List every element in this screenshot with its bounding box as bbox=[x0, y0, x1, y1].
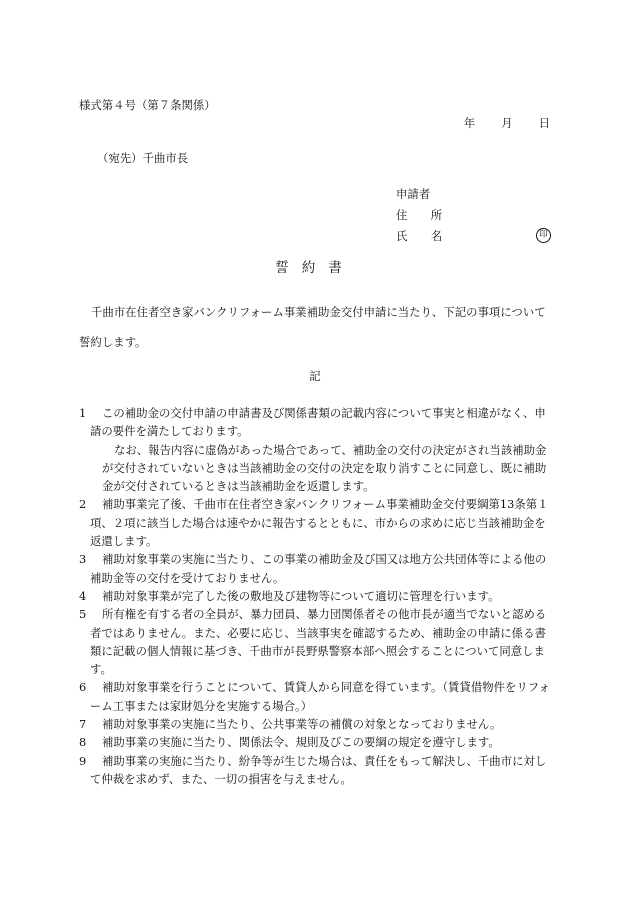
date-year-label: 年 bbox=[463, 116, 476, 130]
applicant-label: 申請者 bbox=[396, 187, 431, 201]
form-number: 様式第４号（第７条関係） bbox=[79, 98, 216, 112]
item-number: 4 bbox=[79, 588, 87, 603]
list-item bbox=[79, 495, 551, 550]
addressee: （宛先）千曲市長 bbox=[97, 151, 189, 165]
item-text: 補助事業完了後、千曲市在住者空き家バンクリフォーム事業補助金交付要綱第13条第１項、２項に該当した場合は速やかに報告するとともに、市からの求めに応じ当該補助金を返還します。 bbox=[90, 497, 549, 549]
document-title: 誓約書 bbox=[275, 260, 355, 276]
ki-heading: 記 bbox=[309, 369, 321, 383]
list-item bbox=[79, 605, 551, 678]
item-number: 1 bbox=[79, 406, 87, 420]
list-item bbox=[79, 733, 551, 751]
pledge-list bbox=[79, 404, 551, 788]
item-text: 補助対象事業の実施に当たり、公共事業等の補償の対象となっておりません。 bbox=[102, 717, 502, 732]
item-number: 5 bbox=[79, 607, 87, 622]
seal-mark-icon: 印 bbox=[536, 228, 551, 243]
item-text: 補助対象事業の実施に当たり、この事業の補助金及び国又は地方公共団体等による他の補助金等の交付を受けておりません。 bbox=[90, 552, 547, 585]
item-number: 6 bbox=[79, 680, 87, 695]
item-text: 所有権を有する者の全員が、暴力団員、暴力団関係者その他市長が適当でないと認める者ではありません。また、必要に応じ、当該事実を確認するため、補助金の申請に係る書類に記載の個人情報に基づき、千曲市が長野県警察本部へ照会することについて同意します。 bbox=[90, 607, 547, 677]
list-item bbox=[79, 587, 551, 605]
list-item bbox=[79, 752, 551, 789]
item-text: 補助対象事業が完了した後の敷地及び建物等について適切に管理を行います。 bbox=[102, 588, 500, 603]
item-text: この補助金の交付申請の申請書及び関係書類の記載内容について事実と相違がなく、申請の要件を満たしております。 bbox=[90, 406, 546, 439]
list-item bbox=[79, 550, 551, 587]
item-number: 3 bbox=[79, 552, 87, 567]
item-number: 2 bbox=[79, 497, 87, 512]
item-text: 補助事業の実施に当たり、紛争等が生じた場合は、責任をもって解決し、千曲市に対して仲裁を求めず、また、一切の損害を与えません。 bbox=[90, 753, 547, 786]
intro-paragraph: 千曲市在住者空き家バンクリフォーム事業補助金交付申請に当たり、下記の事項について誓約します。 bbox=[79, 305, 546, 349]
item-number: 9 bbox=[79, 753, 87, 768]
item-text: 補助事業の実施に当たり、関係法令、規則及びこの要綱の規定を遵守します。 bbox=[102, 735, 500, 750]
list-item bbox=[79, 715, 551, 733]
address-label: 住 所 bbox=[396, 208, 449, 222]
item-note: なお、報告内容に虚偽があった場合であって、補助金の交付の決定がされ当該補助金が交付されていないときは当該補助金の交付の決定を取り消すことに同意し、既に補助金が交付されているときは当該補助金を返還します。 bbox=[102, 442, 547, 494]
date-month-label: 月 bbox=[501, 116, 513, 130]
item-number: 8 bbox=[79, 735, 87, 750]
item-number: 7 bbox=[79, 717, 87, 732]
name-label: 氏 名 bbox=[396, 229, 449, 243]
list-item bbox=[79, 404, 551, 495]
item-text: 補助対象事業を行うことについて、賃貸人から同意を得ています。（賃貸借物件をリフォーム工事または家財処分を実施する場合。） bbox=[90, 680, 550, 713]
list-item bbox=[79, 678, 551, 715]
date-line bbox=[464, 117, 550, 131]
date-day-label: 日 bbox=[538, 116, 550, 130]
